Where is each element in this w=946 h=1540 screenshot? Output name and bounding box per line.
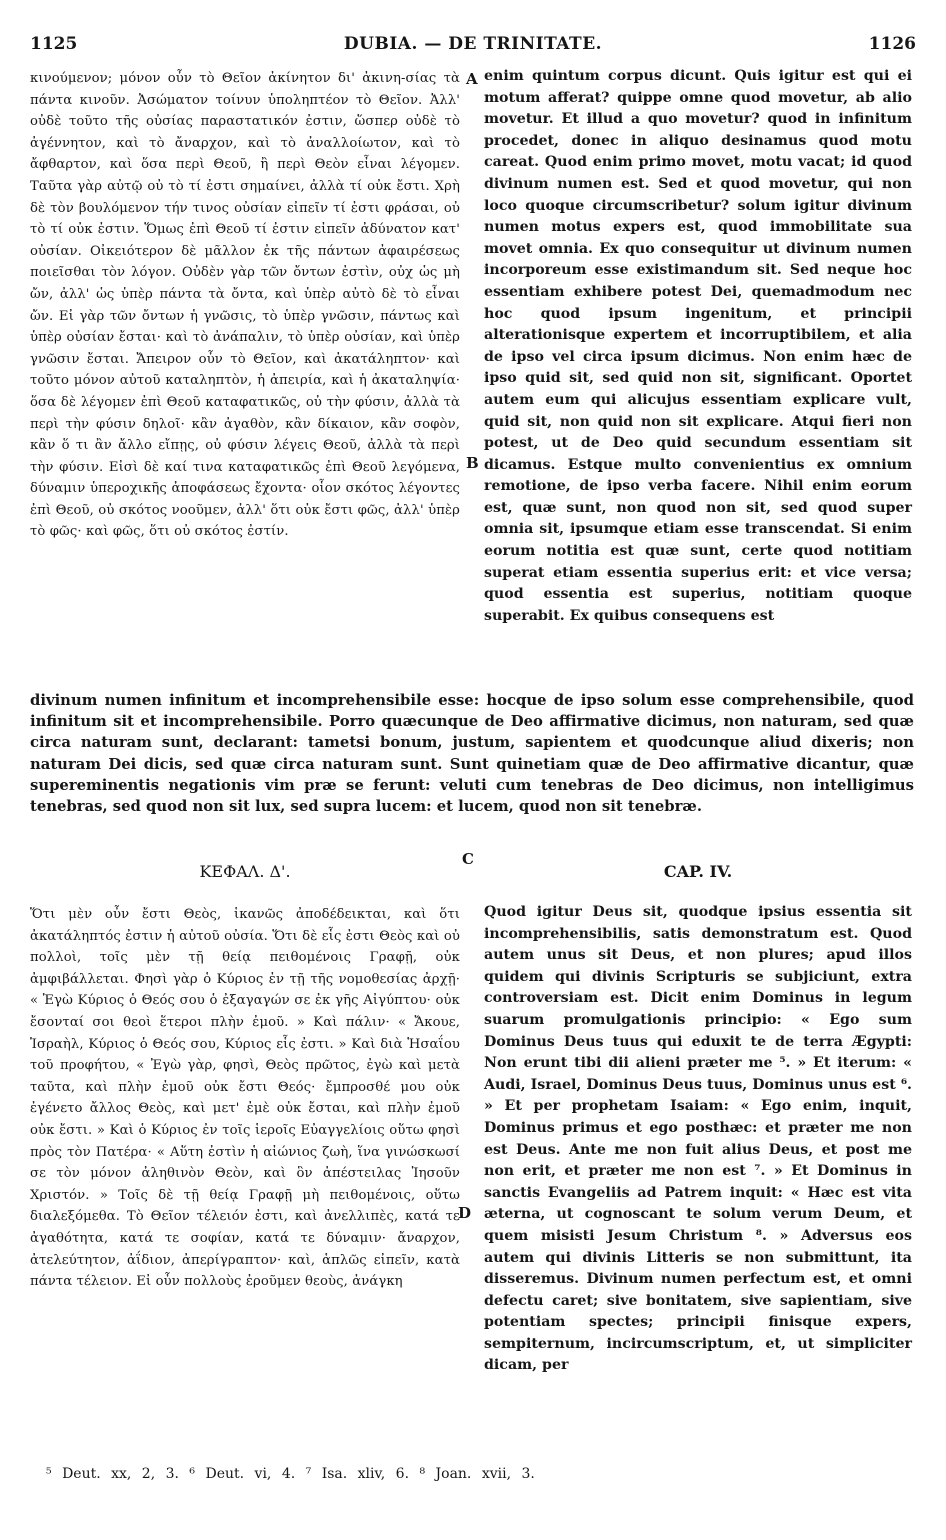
margin-letter-a: A	[466, 70, 478, 88]
page-number-left: 1125	[30, 34, 78, 54]
footnotes: ⁵ Deut. xx, 2, 3. ⁶ Deut. vi, 4. ⁷ Isa. xliv, 6. ⁸ Joan. xvii, 3.	[46, 1466, 535, 1482]
running-title: DUBIA. — DE TRINITATE.	[343, 34, 603, 54]
latin-column-chapter: Quod igitur Deus sit, quodque ipsius essentia sit incomprehensibilis, satis demonstratum est. Quod autem unus sit Deus, et non plures; apud illos quidem qui divinis Scripturis se subjiciunt, extra controversiam est. Dicit enim Dominus in legum suarum promulgationis principio: « Ego sum Dominus Deus tuus qui eduxit te de terra Ægypti: Non erunt tibi dii alieni præter me ⁵. » Et iterum: « Audi, Israel, Dominus Deus tuus, Dominus unus est ⁶. » Et per prophetam Isaiam: « Ego enim, inquit, Dominus primus et ego posthæc: et præter me non est Deus. Ante me non fuit alius Deus, et post me non erit, et præter me non est ⁷. » Et Dominus in sanctis Evangeliis ad Patrem inquit: « Hæc est vita æterna, ut cognoscant te solum verum Deum, et quem misisti Jesum Christum ⁸. » Adversus eos autem qui divinis Litteris se non submittunt, ita disseremus. Divinum numen perfectum est, et omni defectu caret; sive bonitatem, sive sapientiam, sive potentiam spectes; principii finisque expers, sempiternum, incircumscriptum, et, ut simpliciter dicam, per	[484, 904, 912, 1374]
margin-letter-b: B	[466, 454, 479, 472]
latin-column-top: enim quintum corpus dicunt. Quis igitur est qui ei motum afferat? quippe omne quod movetur, ab alio movetur. Et illud a quo movetur? quod in infinitum procedet, donec in aliquo desinamus quod motu careat. Quod enim primo movet, motu vacat; id quod divinum numen est. Sed et quod movetur, qui non loco quoque circumscribetur? solum igitur divinum numen motus expers est, quod immobilitate sua movet omnia. Ex quo consequitur ut divinum numen incorporeum esse existimandum sit. Sed neque hoc essentiam exhibere potest Dei, quemadmodum nec hoc quod ipsum ingenitum, et principii alterationisque expertem et incorruptibilem, et alia de ipso vel circa ipsum dicimus. Non enim hæc de ipso quid sit, sed quid non sit, significant. Oportet autem eum qui alicujus essentiam explicare vult, quid sit, non quid non sit explicare. Atqui fieri non potest, ut de Deo quid secundum essentiam sit dicamus. Estque multo convenientius ex omnium remotione, de ipso verba facere. Nihil enim eorum est, quæ sunt, non quod non sit, sed quod super omnia sit, ipsumque etiam esse transcendat. Si enim eorum notitia est quæ sunt, certe quod notitiam superat etiam essentia superius erit: et vice versa; quod essentia est superius, notitiam quoque superabit. Ex quibus consequens est	[484, 68, 912, 624]
page-header	[30, 34, 916, 58]
greek-chapter-heading: ΚΕΦΑΛ. Δ'.	[199, 862, 291, 881]
greek-column-chapter: Ὅτι μὲν οὖν ἔστι Θεὸς, ἱκανῶς ἀποδέδεικται, καὶ ὅτι ἀκατάληπτός ἐστιν ἡ αὐτοῦ οὐσία. Ὅτι δὲ εἷς ἐστι Θεὸς καὶ οὐ πολλοὶ, τοῖς μὲν τῇ θείᾳ πειθομένοις Γραφῇ, οὐκ ἀμφιβάλλεται. Φησὶ γὰρ ὁ Κύριος ἐν τῇ τῆς νομοθεσίας ἀρχῇ· « Ἐγὼ Κύριος ὁ Θεός σου ὁ ἐξαγαγών σε ἐκ γῆς Αἰγύπτου· οὐκ ἔσονταί σοι θεοὶ ἕτεροι πλὴν ἐμοῦ. » Καὶ πάλιν· « Ἄκουε, Ἰσραὴλ, Κύριος ὁ Θεός σου, Κύριος εἷς ἐστι. » Καὶ διὰ Ἡσαΐου τοῦ προφήτου, « Ἐγὼ γὰρ, φησὶ, Θεὸς πρῶτος, ἐγὼ καὶ μετὰ ταῦτα, καὶ πλὴν ἐμοῦ οὐκ ἔστι Θεός· ἔμπροσθέ μου οὐκ ἐγένετο ἄλλος Θεὸς, καὶ μετ' ἐμὲ οὐκ ἔσται, καὶ πλὴν ἐμοῦ οὐκ ἔστι. » Καὶ ὁ Κύριος ἐν τοῖς ἱεροῖς Εὐαγγελίοις οὕτω φησὶ πρὸς τὸν Πατέρα· « Αὕτη ἐστὶν ἡ αἰώνιος ζωὴ, ἵνα γινώσκωσί σε τὸν μόνον ἀληθινὸν Θεὸν, καὶ ὃν ἀπέστειλας Ἰησοῦν Χριστόν. » Τοῖς δὲ τῇ θείᾳ Γραφῇ μὴ πειθομένοις, οὕτω διαλεξόμεθα. Τὸ Θεῖον τέλειόν ἐστι, καὶ ἀνελλιπὲς, κατά τε ἀγαθότητα, κατά τε σοφίαν, κατά τε δύναμιν· ἄναρχον, ἀτελεύτητον, ἀΐδιον, ἀπερίγραπτον· καὶ, ἁπλῶς εἰπεῖν, κατὰ πάντα τέλειον. Εἰ οὖν πολλοὺς ἐροῦμεν θεοὺς, ἀνάγκη	[30, 907, 460, 1290]
margin-letter-d: D	[458, 1204, 472, 1222]
latin-full-width-paragraph: divinum numen infinitum et incomprehensibile esse: hocque de ipso solum esse comprehensibile, quod infinitum sit et incomprehensibile. Porro quæcunque de Deo affirmative dicimus, non naturam, sed quæ circa naturam sunt, declarant: tametsi bonum, justum, sapientem et quodcunque aliud dixeris; non naturam Dei dicis, sed quæ circa naturam sunt. Sunt quinetiam quæ de Deo affirmative dicantur, quæ supereminentis negationis vim præ se ferunt: veluti cum tenebras de Deo dicimus, non intelligimus tenebras, sed quod non sit lux, sed supra lucem: et lucem, quod non sit tenebræ.	[30, 692, 914, 816]
greek-column-top: κινούμενον; μόνον οὖν τὸ Θεῖον ἀκίνητον δι' ἀκινη-σίας τὰ πάντα κινοῦν. Ἀσώματον τοίνυν ὑποληπτέον τὸ Θεῖον. Ἀλλ' οὐδὲ τοῦτο τῆς οὐσίας παραστατικόν ἐστιν, ὥσπερ οὐδὲ τὸ ἀγέννητον, καὶ τὸ ἄναρχον, καὶ τὸ ἀναλλοίωτον, καὶ τὸ ἄφθαρτον, καὶ ὅσα περὶ Θεοῦ, ἢ περὶ Θεὸν εἶναι λέγομεν. Ταῦτα γὰρ αὐτῷ οὐ τὸ τί ἐστι σημαίνει, ἀλλὰ τί οὐκ ἔστι. Χρὴ δὲ τὸν βουλόμενον τήν τινος οὐσίαν εἰπεῖν τί ἐστι φράσαι, οὐ τὸ τί οὐκ ἐστιν. Ὅμως ἐπὶ Θεοῦ τί ἐστιν εἰπεῖν ἀδύνατον κατ' οὐσίαν. Οἰκειότερον δὲ μᾶλλον ἐκ τῆς πάντων ἀφαιρέσεως ποιεῖσθαι τὸν λόγον. Οὐδὲν γὰρ τῶν ὄντων ἐστὶν, οὐχ ὡς μὴ ὤν, ἀλλ' ὡς ὑπὲρ πάντα τὰ ὄντα, καὶ ὑπὲρ αὐτὸ δὲ τὸ εἶναι ὤν. Εἰ γὰρ τῶν ὄντων ἡ γνῶσις, τὸ ὑπὲρ γνῶσιν, πάντως καὶ ὑπὲρ οὐσίαν ἔσται· καὶ τὸ ἀνάπαλιν, τὸ ὑπὲρ οὐσίαν, καὶ ὑπὲρ γνῶσιν ἔσται. Ἄπειρον οὖν τὸ Θεῖον, καὶ ἀκατάληπτον· καὶ τοῦτο μόνον αὐτοῦ καταληπτὸν, ἡ ἀπειρία, καὶ ἡ ἀκαταληψία· ὅσα δὲ λέγομεν ἐπὶ Θεοῦ καταφατικῶς, οὐ τὴν φύσιν, ἀλλὰ τὰ περὶ τὴν φύσιν δηλοῖ· κἂν ἀγαθὸν, κἂν δίκαιον, κἂν σοφὸν, κἂν ὅ τι ἂν ἄλλο εἴπῃς, οὐ φύσιν λέγεις Θεοῦ, ἀλλὰ τὰ περὶ τὴν φύσιν. Εἰσὶ δὲ καί τινα καταφατικῶς ἐπὶ Θεοῦ λεγόμενα, δύναμιν ὑπεροχικῆς ἀποφάσεως ἔχοντα· οἷον σκότος λέγοντες ἐπὶ Θεοῦ, οὐ σκότος νοοῦμεν, ἀλλ' ὅτι οὐκ ἔστι φῶς, ἀλλ' ὑπὲρ τὸ φῶς· καὶ φῶς, ὅτι οὐ σκότος ἐστίν.	[30, 71, 460, 540]
margin-letter-c: C	[462, 850, 474, 868]
latin-chapter-heading: CAP. IV.	[663, 862, 733, 881]
page-number-right: 1126	[868, 34, 916, 54]
